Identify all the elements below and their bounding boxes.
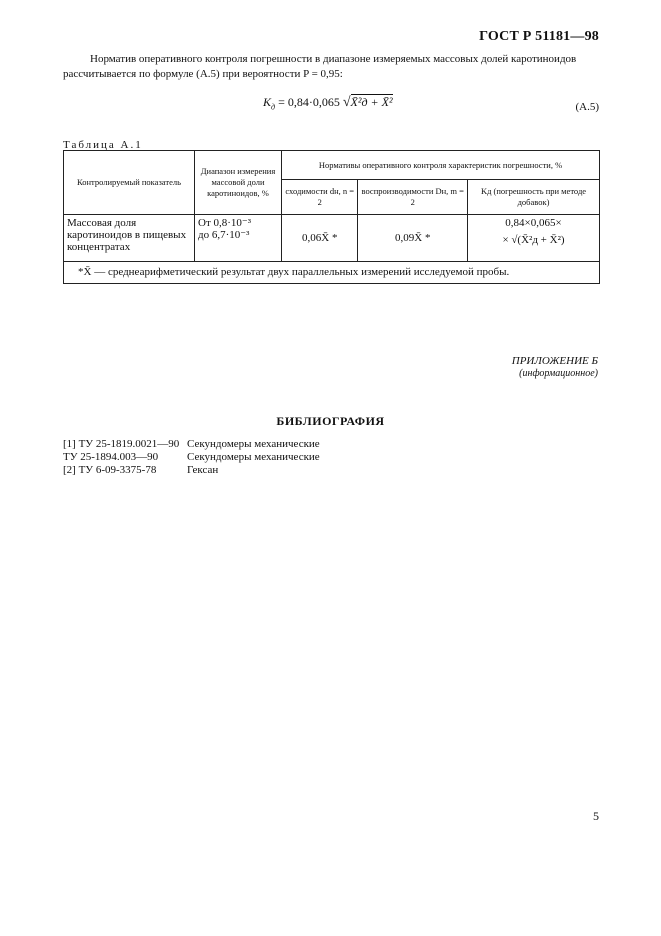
appendix-title: ПРИЛОЖЕНИЕ Б <box>511 355 598 367</box>
formula-a5 <box>263 95 393 111</box>
th-indicator: Контролируемый показатель <box>64 151 195 215</box>
bibliography-title: БИБЛИОГРАФИЯ <box>276 414 385 428</box>
kd-line-1: 0,84×0,065× <box>505 217 562 229</box>
table-a1 <box>63 150 600 284</box>
kd-line-2: × √(X̄²д + X̄²) <box>502 234 565 246</box>
bib-name: Гексан <box>187 464 219 476</box>
cell-range <box>195 215 282 262</box>
bib-ref: [1] ТУ 25-1819.0021—90 <box>63 438 180 450</box>
intro-paragraph <box>63 52 603 82</box>
formula-lhs: K <box>263 95 272 109</box>
th-convergence: сходимости dн, n = 2 <box>282 180 358 215</box>
cell-convergence: 0,06X̄ * <box>282 215 358 262</box>
bib-ref: [2] ТУ 6-09-3375-78 <box>63 464 157 476</box>
bib-item <box>63 438 320 450</box>
cell-kd <box>468 215 600 262</box>
formula-radicand: X̄²д + X̄² <box>350 95 393 109</box>
range-from: От 0,8·10⁻³ <box>198 217 252 229</box>
bib-name: Секундомеры механические <box>187 438 320 450</box>
formula-lhs-sub: д <box>271 102 276 112</box>
th-range: Диапазон измерения массовой доли каротиноидов, % <box>195 151 282 215</box>
appendix-subtitle: (информационное) <box>519 368 598 379</box>
formula-rhs: = 0,84·0,065 <box>278 95 340 109</box>
formula-number: (А.5) <box>575 101 599 113</box>
sqrt-icon: √ <box>342 95 351 110</box>
bib-item <box>63 464 218 476</box>
th-reproducibility: воспроизводимости Dн, m = 2 <box>358 180 468 215</box>
range-to: до 6,7·10⁻³ <box>198 229 250 241</box>
intro-line-1: Норматив оперативного контроля погрешности в диапазоне измеряемых массовых долей каротиноидов <box>90 53 577 65</box>
table-footnote: *X̄ — среднеарифметический результат двух параллельных измерений исследуемой пробы. <box>64 262 600 284</box>
page-number: 5 <box>593 809 599 823</box>
cell-reproducibility: 0,09X̄ * <box>358 215 468 262</box>
table-caption: Таблица А.1 <box>63 139 143 151</box>
th-kd: Kд (погрешность при методе добавок) <box>468 180 600 215</box>
document-header: ГОСТ Р 51181—98 <box>479 29 599 44</box>
bib-ref: ТУ 25-1894.003—90 <box>63 451 159 463</box>
bib-item <box>63 451 320 463</box>
intro-line-2: рассчитывается по формуле (А.5) при вероятности P = 0,95: <box>63 68 343 80</box>
bib-name: Секундомеры механические <box>187 451 320 463</box>
th-norms-group: Нормативы оперативного контроля характеристик погрешности, % <box>282 151 600 180</box>
cell-indicator: Массовая доля каротиноидов в пищевых концентратах <box>64 215 195 262</box>
